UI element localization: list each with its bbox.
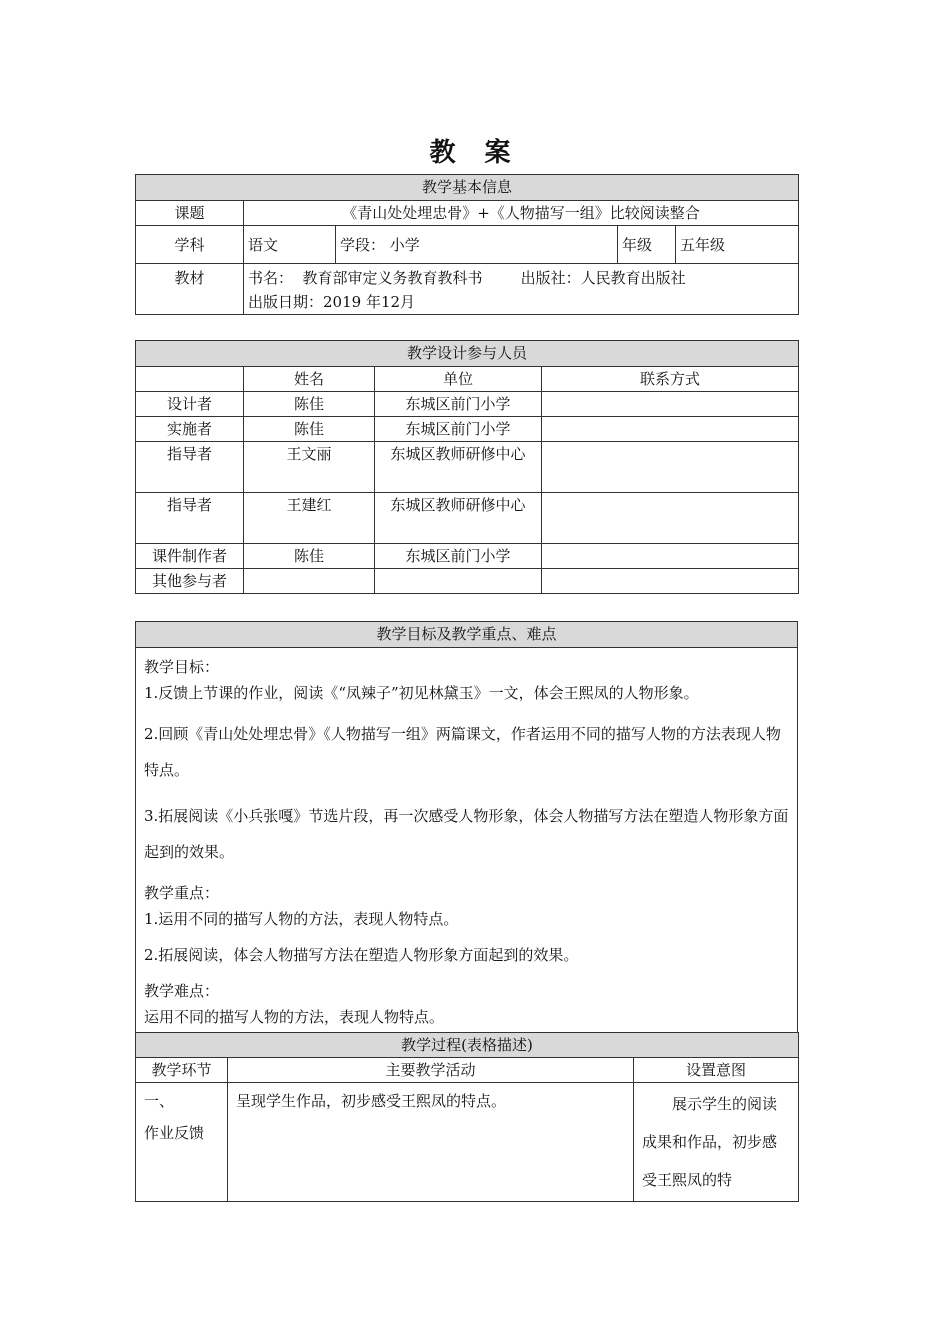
table-row: [136, 442, 799, 493]
step-line-2: 作业反馈: [144, 1124, 205, 1142]
subject-label: 学科: [136, 226, 244, 264]
staff-name: 王文丽: [244, 442, 375, 493]
table-row: [136, 417, 799, 442]
process-step: [136, 1083, 228, 1202]
page-title: 教 案: [429, 138, 521, 168]
process-activity: 呈现学生作品，初步感受王熙凤的特点。: [228, 1083, 634, 1202]
objective-1: 1.反馈上节课的作业，阅读《“凤辣子”初见林黛玉》一文，体会王熙凤的人物形象。: [144, 684, 699, 702]
staff-contact: [542, 417, 799, 442]
staff-col-name: 姓名: [244, 367, 375, 392]
basic-info-header: 教学基本信息: [136, 175, 799, 201]
objectives-label: 教学目标：: [144, 658, 220, 676]
topic-value: 《青山处处埋忠骨》+《人物描写一组》比较阅读整合: [244, 201, 799, 226]
grade-label: 年级: [618, 226, 676, 264]
staff-unit: 东城区教师研修中心: [375, 442, 542, 493]
staff-contact: [542, 442, 799, 493]
staff-table: [135, 340, 799, 594]
table-row: [136, 544, 799, 569]
staff-role: 课件制作者: [136, 544, 244, 569]
staff-role: 其他参与者: [136, 569, 244, 594]
objective-2: 2.回顾《青山处处埋忠骨》《人物描写一组》两篇课文，作者运用不同的描写人物的方法表现人物特点。: [144, 725, 781, 779]
material-line-2: 出版日期：2019 年12月: [248, 293, 416, 311]
staff-role: 实施者: [136, 417, 244, 442]
process-intent: 展示学生的阅读成果和作品，初步感受王熙凤的特: [634, 1083, 799, 1202]
staff-role: 指导者: [136, 493, 244, 544]
process-col-intent: 设置意图: [634, 1058, 799, 1083]
process-header: 教学过程(表格描述): [136, 1033, 799, 1058]
key-points-label: 教学重点：: [144, 884, 220, 902]
staff-contact: [542, 493, 799, 544]
process-col-step: 教学环节: [136, 1058, 228, 1083]
objective-3: 3.拓展阅读《小兵张嘎》节选片段，再一次感受人物形象，体会人物描写方法在塑造人物形象方面起到的效果。: [144, 807, 789, 861]
basic-info-table: [135, 174, 799, 315]
staff-unit: 东城区前门小学: [375, 544, 542, 569]
staff-name: [244, 569, 375, 594]
staff-contact: [542, 392, 799, 417]
stage-value: 学段： 小学: [336, 226, 618, 264]
staff-col-role: [136, 367, 244, 392]
key-point-1: 1.运用不同的描写人物的方法，表现人物特点。: [144, 910, 459, 928]
material-label: 教材: [136, 264, 244, 315]
table-row: [136, 1083, 799, 1202]
staff-unit: 东城区前门小学: [375, 392, 542, 417]
staff-unit: 东城区教师研修中心: [375, 493, 542, 544]
staff-col-unit: 单位: [375, 367, 542, 392]
process-table: [135, 1032, 799, 1202]
difficulty-label: 教学难点：: [144, 982, 220, 1000]
staff-role: 设计者: [136, 392, 244, 417]
difficulty-1: 运用不同的描写人物的方法，表现人物特点。: [144, 1008, 445, 1026]
process-col-activity: 主要教学活动: [228, 1058, 634, 1083]
staff-unit: 东城区前门小学: [375, 417, 542, 442]
staff-role: 指导者: [136, 442, 244, 493]
key-point-2: 2.拓展阅读，体会人物描写方法在塑造人物形象方面起到的效果。: [144, 946, 579, 964]
subject-value: 语文: [244, 226, 336, 264]
step-line-1: 一、: [144, 1092, 175, 1110]
staff-name: 陈佳: [244, 544, 375, 569]
staff-unit: [375, 569, 542, 594]
table-row: [136, 493, 799, 544]
staff-header: 教学设计参与人员: [136, 341, 799, 367]
material-line-1: 书名： 教育部审定义务教育教科书 出版社：人民教育出版社: [248, 269, 686, 287]
staff-contact: [542, 569, 799, 594]
goals-body: [136, 648, 798, 1037]
goals-header: 教学目标及教学重点、难点: [136, 622, 798, 648]
table-row: [136, 392, 799, 417]
grade-value: 五年级: [676, 226, 799, 264]
topic-label: 课题: [136, 201, 244, 226]
goals-table: [135, 621, 798, 1037]
staff-name: 陈佳: [244, 417, 375, 442]
staff-name: 陈佳: [244, 392, 375, 417]
staff-contact: [542, 544, 799, 569]
staff-name: 王建红: [244, 493, 375, 544]
staff-col-contact: 联系方式: [542, 367, 799, 392]
material-value: [244, 264, 799, 315]
table-row: [136, 569, 799, 594]
